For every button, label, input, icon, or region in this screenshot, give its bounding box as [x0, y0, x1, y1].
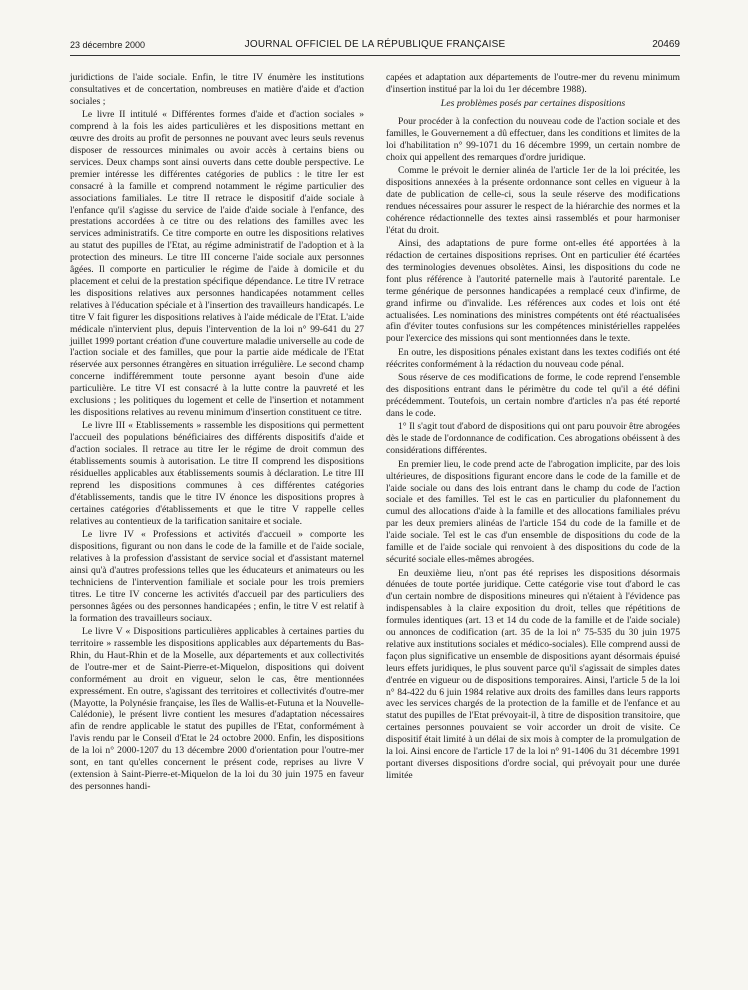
section-heading: Les problèmes posés par certaines dispositions	[440, 97, 626, 109]
paragraph: Pour procéder à la confection du nouveau code de l'action sociale et des familles, le Gouvernement a dû effectuer, dans les conditions et limites de la loi d'habilitation n° 99-1071 du 16 décembre 1999, un certain nombre de choix qui appellent des remarques d'ordre juridique.	[386, 115, 680, 163]
paragraph: En outre, les dispositions pénales existant dans les textes codifiés ont été réécrites conformément à la rédaction du nouveau code pénal.	[386, 346, 680, 370]
header-rule	[70, 55, 680, 56]
right-column	[386, 72, 680, 783]
paragraph: Le livre V « Dispositions particulières applicables à certaines parties du territoire » rassemble les dispositions applicables aux départements du Bas-Rhin, du Haut-Rhin et de la Moselle, aux départements et aux collectivités de l'outre-mer et de Saint-Pierre-et-Miquelon, dispositions qui doivent conformément au droit en vigueur, selon le cas, être mentionnées expressément. En outre, s'agissant des territoires et collectivités d'outre-mer (Mayotte, la Polynésie française, les îles de Wallis-et-Futuna et la Nouvelle-Calédonie), le présent livre contient les mesures d'adaptation nécessaires afin de rendre applicable le statut des pupilles de l'Etat, conformément à l'avis rendu par le Conseil d'Etat le 24 octobre 2000. Enfin, les dispositions de la loi n° 2000-1207 du 13 décembre 2000 d'orientation pour l'outre-mer sont, en tant qu'elles concernent le présent code, reprises au livre V (extension à Saint-Pierre-et-Miquelon de la loi du 30 juin 1975 en faveur des personnes handi-	[70, 626, 364, 792]
paragraph: En deuxième lieu, n'ont pas été reprises les dispositions désormais dénuées de toute portée juridique. Cette catégorie vise tout d'abord le cas d'un certain nombre de dispositions mineures qui n'étaient à l'évidence pas indispensables à la claire exposition du droit, telles que répétitions de formules identiques (art. 13 et 14 du code de la famille et de l'aide sociale) ou annonces de codification (art. 35 de la loi n° 75-535 du 30 juin 1975 relative aux institutions sociales et médico-sociales). Elle comprend aussi de façon plus significative un ensemble de dispositions ayant désormais épuisé leurs effets juridiques, le plus souvent parce qu'il s'agissait de simples dates d'entrée en vigueur ou de dispositions temporaires. Ainsi, l'article 5 de la loi n° 84-422 du 6 juin 1984 relative aux droits des familles dans leurs rapports avec les services chargés de la protection de la famille et de l'enfance et au statut des pupilles de l'Etat prévoyait-il, à titre de disposition transitoire, que certaines personnes pouvaient se voir accorder un droit de visite. Ce dispositif était limité à un délai de six mois à compter de la promulgation de la loi. Ainsi encore de l'article 17 de la loi n° 91-1406 du 31 décembre 1991 portant diverses dispositions d'ordre social, qui prévoyait pour une durée limitée	[386, 567, 680, 781]
paragraph: Le livre III « Etablissements » rassemble les dispositions qui permettent l'accueil des populations bénéficiaires des différents dispositifs d'aide et d'action sociales. Il retrace au titre Ier le régime de droit commun des établissements soumis à autorisation. Le titre II comprend les dispositions résiduelles applicables aux établissements soumis à déclaration. Le titre III reprend les dispositions communes à ces différentes catégories d'établissements, tandis que le titre IV énonce les dispositions propres à certaines catégories d'établissements et que le titre V rappelle celles relatives au contentieux de la tarification sanitaire et sociale.	[70, 420, 364, 527]
paragraph: En premier lieu, le code prend acte de l'abrogation implicite, par des lois ultérieures, de dispositions figurant encore dans le code de la famille et de l'aide sociale ou dans des lois entrant dans le champ du code de l'action sociale et des familles. Tel est le cas en particulier du plafonnement du cumul des allocations d'aide à la famille et des allocations familiales prévu par les deux premiers alinéas de l'article 154 du code de la famille et de l'aide sociale. Tel est le cas d'un ensemble de dispositions du code de la famille et de l'aide sociale qui renvoient à des dispositions du code de la sécurité sociale elles-mêmes abrogées.	[386, 458, 680, 565]
paragraph: Le livre II intitulé « Différentes formes d'aide et d'action sociales » comprend à la fois les aides particulières et les dispositions mettant en œuvre des droits au profit de personnes ne pouvant avec leurs seuls revenus disposer de ressources minimales ou avoir accès à certains biens ou services. Deux champs sont ainsi ouverts dans cette double perspective. Le premier intéresse les différentes catégories de publics : le titre Ier est consacré à la famille et comprend notamment le régime particulier des associations familiales. Le titre II retrace le dispositif d'aide sociale à l'enfance qu'il s'agisse du service de l'aide d'aide sociale à l'enfance, des prestations accordées à ce titre ou des relations des familles avec les services administratifs. Ce titre comporte en outre les dispositions relatives au statut des pupilles de l'Etat, au régime administratif de l'adoption et à la protection des mineurs. Le titre III concerne l'aide sociale aux personnes âgées. Il comporte en particulier le régime de l'aide à domicile et du placement et celui de la prestation spécifique dépendance. Le titre IV retrace les dispositions relatives aux personnes handicapées notamment celles relatives à l'éducation spéciale et à l'insertion des travailleurs handicapés. Le titre V fait figurer les dispositions relatives à l'aide médicale de l'Etat. L'aide médicale n'intervient plus, depuis l'intervention de la loi n° 99-641 du 27 juillet 1999 portant création d'une couverture maladie universelle au code de l'action sociale et des familles, que pour la partie aide médicale de l'Etat réservée aux personnes étrangères en situation irrégulière. Le second champ concerne indifféremment toute personne ayant besoin d'une aide particulière. Le titre VI est consacré à la lutte contre la pauvreté et les exclusions ; les politiques du logement et celle de l'insertion et notamment les dispositions relatives au revenu minimum d'insertion constituent ce titre.	[70, 109, 364, 418]
journal-title: JOURNAL OFFICIEL DE LA RÉPUBLIQUE FRANÇAISE	[244, 39, 506, 50]
paragraph: Ainsi, des adaptations de pure forme ont-elles été apportées à la rédaction de certaines dispositions reprises. Ont en particulier été écartées des terminologies devenues obsolètes. Ainsi, les dispositions du code ne font plus référence à l'autorité paternelle mais à l'autorité parentale. Le terme générique de personnes handicapées a remplacé ceux d'infirme, de grand infirme ou d'invalide. Les références aux codes et lois ont été actualisées. Les nominations des ministres compétents ont été réactualisées afin d'éviter toutes confusions sur les compétences ministérielles rappelées pour l'exercice des missions qui sont mentionnées dans le texte.	[386, 238, 680, 345]
paragraph: juridictions de l'aide sociale. Enfin, le titre IV énumère les institutions consultatives et de concertation, nombreuses en matière d'aide et d'action sociales ;	[70, 72, 364, 107]
paragraph: capées et adaptation aux départements de l'outre-mer du revenu minimum d'insertion institué par la loi du 1er décembre 1988).	[386, 72, 680, 95]
page-number: 20469	[652, 39, 680, 50]
paragraph: 1° Il s'agit tout d'abord de dispositions qui ont paru pouvoir être abrogées dès le stade de l'ordonnance de codification. Ces abrogations obéissent à des considérations différentes.	[386, 421, 680, 457]
page-header	[70, 39, 680, 53]
issue-date: 23 décembre 2000	[70, 40, 146, 50]
paragraph: Comme le prévoit le dernier alinéa de l'article 1er de la loi précitée, les dispositions annexées à la présente ordonnance sont celles en vigueur à la date de publication de celle-ci, sous la seule réserve des modifications rendues nécessaires pour assurer le respect de la hiérarchie des normes et la cohérence rédactionnelle des textes ainsi rassemblés et pour harmoniser l'état du droit.	[386, 165, 680, 236]
paragraph: Le livre IV « Professions et activités d'accueil » comporte les dispositions, figurant ou non dans le code de la famille et de l'aide sociale, relatives à la profession d'assistant de service social et d'assistant maternel ainsi qu'à d'autres professions telles que les éducateurs et animateurs ou les techniciens de l'intervention familiale et sociale pour les trois premiers titres. Le titre IV concerne les activités d'accueil par des particuliers des personnes âgées ou des personnes handicapées ; enfin, le titre V est relatif à la formation des travailleurs sociaux.	[70, 529, 364, 624]
paragraph: Sous réserve de ces modifications de forme, le code reprend l'ensemble des dispositions entrant dans le périmètre du code tel qu'il a été défini précédemment. Toutefois, un certain nombre d'articles n'a pas été reporté dans le code.	[386, 372, 680, 419]
left-column	[70, 72, 364, 794]
